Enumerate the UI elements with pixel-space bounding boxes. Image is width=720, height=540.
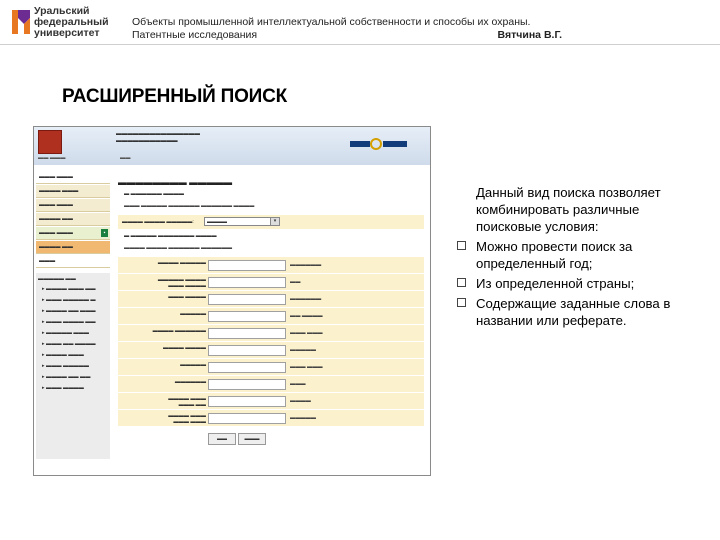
screenshot-search-form: ▬▬▬▬▬▬▬▬ ▬▬▬▬▬ ▬ ▬▬▬▬▬▬ ▬▬▬▬ ▬▬▬ ▬▬▬▬▬ ▬▬▬▬▬▬ ▬▬▬▬▬▬ ▬▬▬▬ ▬▬▬▬ ▬▬▬▬ ▬▬▬▬▬: ▬▬▬▬ ▾ ▬ ▬▬▬▬▬ ▬▬▬▬▬▬▬ ▬▬▬▬ ▬▬▬▬ ▬▬▬▬ ▬▬▬▬▬▬ ▬▬▬▬▬▬ ▬▬▬▬ ▬▬▬▬▬ ▬▬▬▬▬▬ ▬▬▬▬▬ ▬▬▬▬ ▬▬▬ ▬▬▬▬ ▬▬ ▬▬▬ ▬▬▬▬ ▬▬▬▬▬▬ ▬▬▬▬▬ ▬▬ ▬▬▬▬ ▬▬▬▬ ▬▬▬▬▬▬ ▬▬▬ ▬▬▬ ▬▬▬▬ ▬▬▬▬ ▬▬▬▬▬ ▬▬▬▬▬ ▬▬▬ ▬▬▬ ▬▬▬▬▬▬ ▬▬▬ ▬▬▬▬ ▬▬▬ ▬▬▬ ▬▬ ▬▬▬▬ ▬▬▬▬ ▬▬▬ ▬▬▬ ▬▬▬ ▬▬▬▬▬ ▬▬ ▬▬▬ [118,179,424,447]
screenshot-site-header [34,127,430,165]
screenshot-menu-item: ▬▬▬▬ ▬▬ [36,241,110,254]
logo-line-2: федеральный [34,16,109,28]
bullet-item [456,275,706,292]
logo-line-1: Уральский [34,5,90,17]
screenshot-menu-item: ▬▬▬ ▬▬▬ [36,171,110,184]
espacenet-advanced-search-screenshot [33,126,431,476]
description-text [456,184,706,332]
screenshot-form-row: ▬▬▬▬▬ ▬▬▬▬ ▬▬▬ ▬▬▬▬ ▬▬ [118,274,424,291]
header-divider [0,44,720,45]
screenshot-form-row: ▬▬▬ ▬▬▬▬ ▬▬▬▬▬▬ [118,291,424,308]
university-logo [6,4,118,42]
bullet-item [456,238,706,272]
bullet-text: Можно провести поиск за определенный год; [476,239,633,271]
section-name: Патентные исследования [132,29,258,41]
bullet-text: Из определенной страны; [476,276,635,291]
screenshot-clear-button: ▬▬▬ [238,433,266,445]
screenshot-form-row: ▬▬▬▬ ▬▬▬ ▬▬▬ ▬▬ ▬▬▬▬ [118,393,424,410]
screenshot-nav-right: ▬▬ [120,155,131,161]
screenshot-site-title: ▬▬▬▬▬▬▬▬▬▬▬▬▬▬▬ ▬▬▬▬▬▬▬▬▬▬▬ [116,131,200,144]
screenshot-menu-item: ▬▬▬ [36,255,110,268]
description-intro: Данный вид поиска позволяет комбинировать различные поисковые условия: [476,185,661,234]
logo-line-3: университет [34,27,100,39]
screenshot-form-row: ▬▬▬▬ ▬▬▬▬▬▬ ▬▬▬ ▬▬▬ [118,325,424,342]
screenshot-menu-item: ▬▬▬▬ ▬▬ [36,213,110,226]
screenshot-form-row: ▬▬▬▬▬▬ ▬▬▬ [118,376,424,393]
slide-header [132,16,572,42]
screenshot-database-row: ▬▬▬▬ ▬▬▬▬ ▬▬▬▬▬: ▬▬▬▬ ▾ [118,215,424,229]
slide-title: РАСШИРЕННЫЙ ПОИСК [62,86,288,107]
course-title: Объекты промышленной интеллектуальной собственности и способы их охраны. [132,16,531,28]
screenshot-nav-left: ▬▬ ▬▬▬ [38,155,66,161]
author-name: Вятчина В.Г. [497,29,562,41]
screenshot-form-row: ▬▬▬▬▬ ▬▬ ▬▬▬▬ [118,308,424,325]
square-bullet-icon [457,298,466,307]
screenshot-menu-item: ▬▬▬ ▬▬▬ [36,199,110,212]
screenshot-menu-item-active: ▬▬▬ ▬▬▬ ▪ [36,227,110,240]
university-logo-text [34,6,109,39]
screenshot-sidebar [36,171,110,459]
screenshot-form-row: ▬▬▬▬ ▬▬▬ ▬▬▬ ▬▬▬ ▬▬▬▬▬ [118,410,424,427]
screenshot-espacenet-logo-icon [350,137,410,151]
screenshot-form-heading: ▬▬▬▬▬▬▬▬ ▬▬▬▬▬ [118,177,233,187]
square-bullet-icon [457,241,466,250]
bullet-item [456,295,706,329]
screenshot-form-row: ▬▬▬▬ ▬▬▬▬▬ ▬▬▬▬▬▬ [118,257,424,274]
screenshot-help-panel: ▬▬▬▬▬ ▬▬ ▸ ▬▬▬▬ ▬▬▬ ▬▬ ▸ ▬▬▬ ▬▬▬▬▬ ▬ ▸ ▬▬▬▬ ▬▬ ▬▬▬ ▸ ▬▬▬ ▬▬▬▬ ▬▬ ▸ ▬▬▬▬▬ ▬▬▬ ▸ ▬▬▬ ▬▬ ▬▬▬▬ ▸ ▬▬▬▬ ▬▬▬ ▸ ▬▬▬ ▬▬▬▬▬ ▸ ▬▬▬▬ ▬▬ ▬▬ ▸ ▬▬▬ ▬▬▬▬ [36,273,110,459]
screenshot-database-select: ▬▬▬▬ ▾ [204,217,280,226]
screenshot-marker-icon: ▪ [101,229,108,237]
screenshot-emblem-icon [38,130,62,154]
ural-federal-university-logo-icon [12,10,30,34]
screenshot-search-button: ▬▬ [208,433,236,445]
bullet-text: Содержащие заданные слова в названии или реферате. [476,296,671,328]
screenshot-form-row: ▬▬▬▬▬ ▬▬▬ ▬▬▬ [118,359,424,376]
screenshot-form-row: ▬▬▬▬ ▬▬▬▬ ▬▬▬▬▬ [118,342,424,359]
square-bullet-icon [457,278,466,287]
screenshot-menu-item: ▬▬▬▬ ▬▬▬ [36,185,110,198]
